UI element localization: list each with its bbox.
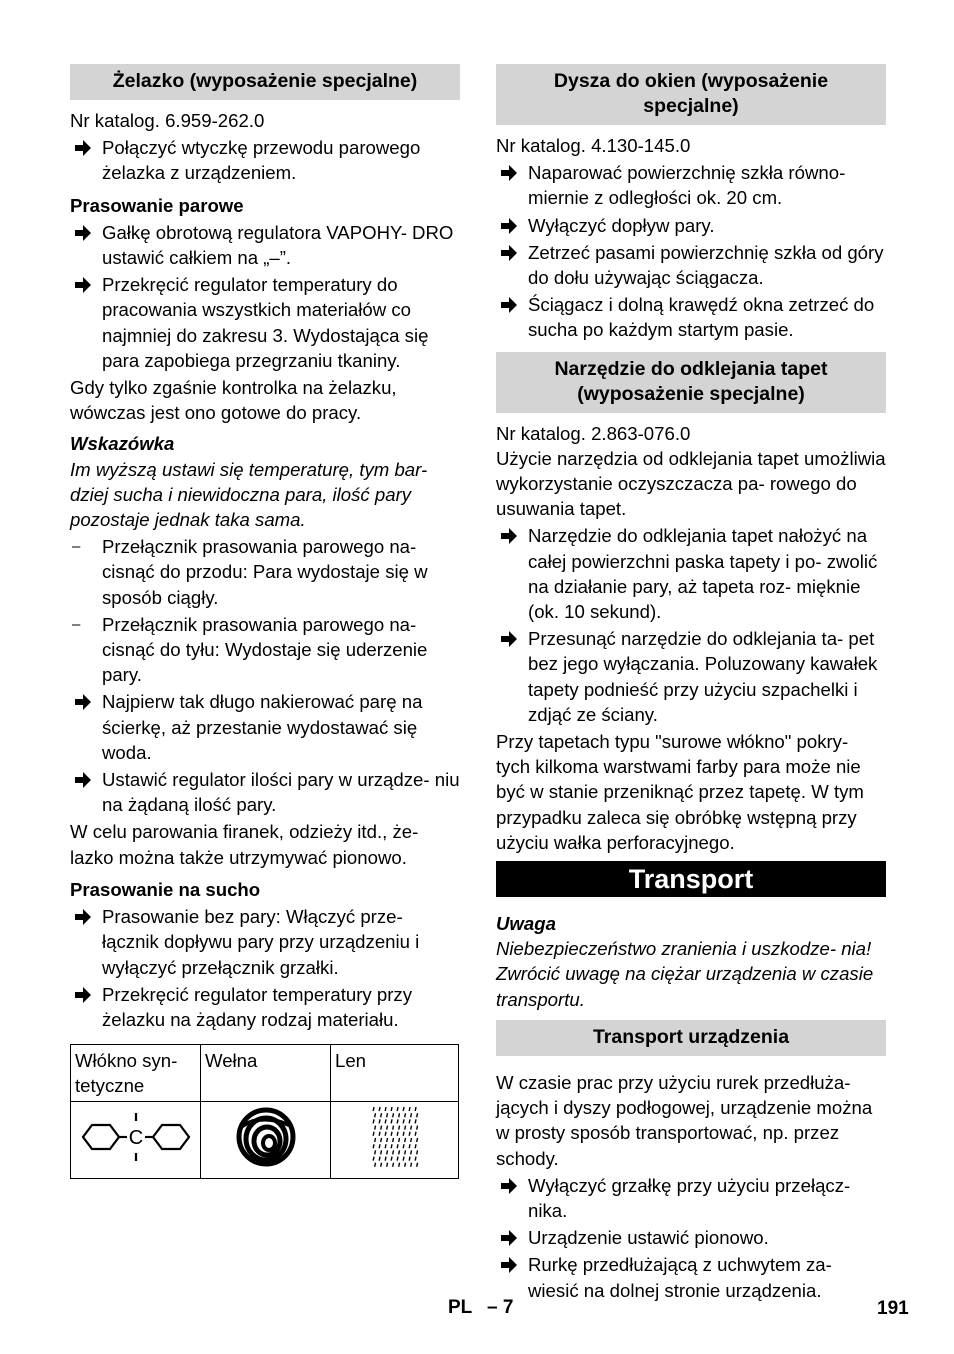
list-item: Wyłączyć grzałkę przy użyciu przełącz- nika. — [496, 1173, 886, 1223]
footer-language: PL — [448, 1297, 473, 1318]
iron-catalog: Nr katalog. 6.959-262.0 — [70, 110, 265, 131]
svg-text:C: C — [128, 1127, 143, 1150]
iron-heading: Żelazko (wyposażenie specjalne) — [70, 64, 460, 100]
molecule-icon — [77, 1107, 195, 1167]
arrow-right-icon — [73, 138, 93, 158]
list-item: Zetrzeć pasami powierzchnię szkła od góry do dołu używając ściągacza. — [496, 240, 886, 290]
list-item: Przesunąć narzędzie do odklejania ta- pet bez jego wyłączania. Poluzowany kawałek tapety podnieść przy użyciu szpachelki i zdjąć ze ściany. — [496, 626, 886, 727]
arrow-right-icon — [499, 629, 519, 649]
arrow-right-icon — [73, 907, 93, 927]
synthetic-symbol — [71, 1102, 201, 1179]
arrow-right-icon — [73, 223, 93, 243]
caution-text: Niebezpieczeństwo zranienia i uszkodze- nia! Zwrócić uwagę na ciężar urządzenia w czasie transportu. — [496, 938, 874, 1010]
ready-text: Gdy tylko zgaśnie kontrolka na żelazku, wówczas jest ono gotowe do pracy. — [70, 377, 397, 424]
list-item: Wyłączyć dopływ pary. — [496, 213, 886, 238]
fabric-linen: Len — [331, 1045, 459, 1102]
arrow-right-icon — [499, 526, 519, 546]
fabric-wool: Wełna — [201, 1045, 331, 1102]
transport-heading: Transport — [496, 861, 886, 897]
list-item: Rurkę przedłużającą z uchwytem za- wiesić na dolnej stronie urządzenia. — [496, 1252, 886, 1302]
steam-ironing-title: Prasowanie parowe — [70, 194, 244, 216]
wallpaper-intro: Użycie narzędzia od odklejania tapet umożliwia wykorzystanie oczyszczacza pa- rowego do usuwania tapet. — [496, 447, 886, 520]
right-column — [496, 64, 886, 1303]
wallpaper-note: Przy tapetach typu "surowe włókno" pokry- tych kilkoma warstwami farby para może nie być w stanie przeniknąć przez tapetę. W tym przypadku zaleca się obróbkę wstępną przy użyciu wałka perforacyjnego. — [496, 731, 864, 853]
footer-sub-page: – 7 — [487, 1297, 514, 1318]
list-item: Narzędzie do odklejania tapet nałożyć na całej powierzchni paska tapety i po- zwolić na działanie pary, aż tapeta roz- mięknie (ok. 10 sekund). — [496, 523, 886, 624]
list-item: – Przełącznik prasowania parowego na- cisnąć do przodu: Para wydostaje się w sposób ciągły. — [72, 536, 428, 608]
vertical-text: W celu parowania firanek, odzieży itd., że- lazko można także utrzymywać pionowo. — [70, 821, 419, 868]
list-item: – Przełącznik prasowania parowego na- cisnąć do tyłu: Wydostaje się uderzenie pary. — [72, 613, 428, 686]
arrow-right-icon — [499, 163, 519, 183]
arrow-right-icon — [499, 1228, 519, 1248]
list-item: Ściągacz i dolną krawędź okna zetrzeć do sucha po każdym startym pasie. — [496, 292, 886, 342]
hint-title: Wskazówka — [70, 433, 175, 455]
device-transport-text: W czasie prac przy użyciu rurek przedłuża- jących i dyszy podłogowej, urządzenie można w prosty sposób transportować, np. przez schody. — [496, 1071, 873, 1169]
list-item: Naparować powierzchnię szkła równo- miernie z odległości ok. 20 cm. — [496, 160, 886, 210]
hint-text: Im wyższą ustawi się temperaturę, tym bar- dziej sucha i niewidoczna para, ilość pary pozostaje jednak taka sama. — [70, 458, 428, 531]
dry-ironing-title: Prasowanie na sucho — [70, 878, 261, 900]
arrow-right-icon — [499, 216, 519, 236]
list-item: Ustawić regulator ilości pary w urządze- niu na żądaną ilość pary. — [70, 767, 460, 817]
list-item: Prasowanie bez pary: Włączyć prze- łącznik dopływu pary przy urządzeniu i wyłączyć przełącznik grzałki. — [70, 904, 460, 980]
device-transport-heading: Transport urządzenia — [496, 1020, 886, 1056]
list-item: Przekręcić regulator temperatury przy żelazku na żądany rodzaj materiału. — [70, 982, 460, 1032]
arrow-right-icon — [73, 985, 93, 1005]
arrow-right-icon — [73, 770, 93, 790]
wool-symbol — [201, 1102, 331, 1179]
list-item: Urządzenie ustawić pionowo. — [496, 1225, 886, 1250]
arrow-right-icon — [73, 275, 93, 295]
arrow-right-icon — [499, 1176, 519, 1196]
window-catalog: Nr katalog. 4.130-145.0 — [496, 135, 691, 156]
wool-ball-icon — [231, 1105, 301, 1169]
dash-bullet: – — [72, 615, 81, 633]
arrow-right-icon — [73, 692, 93, 712]
caution-title: Uwaga — [496, 913, 556, 935]
footer-page-number: 191 — [877, 1298, 909, 1319]
dash-bullet: – — [72, 538, 81, 556]
wallpaper-tool-heading: Narzędzie do odklejania tapet (wyposażenie specjalne) — [496, 352, 886, 413]
list-item: Połączyć wtyczkę przewodu parowego żelazka z urządzeniem. — [70, 135, 460, 185]
linen-fibre-icon — [370, 1104, 420, 1170]
list-item: Przekręcić regulator temperatury do pracowania wszystkich materiałów co najmniej do zakresu 3. Wydostająca się para zapobiega przegrzaniu tkaniny. — [70, 272, 460, 373]
arrow-right-icon — [499, 243, 519, 263]
left-column — [70, 64, 460, 1179]
fabric-table — [70, 1044, 459, 1179]
window-nozzle-heading: Dysza do okien (wyposażenie specjalne) — [496, 64, 886, 125]
arrow-right-icon — [499, 1255, 519, 1275]
arrow-right-icon — [499, 295, 519, 315]
linen-symbol — [331, 1102, 459, 1179]
wallpaper-catalog: Nr katalog. 2.863-076.0 — [496, 422, 691, 444]
list-item: Gałkę obrotową regulatora VAPOHY- DRO ustawić całkiem na „–”. — [70, 220, 460, 270]
list-item: Najpierw tak długo nakierować parę na ścierkę, aż przestanie wydostawać się woda. — [70, 689, 460, 765]
fabric-synthetic: Włókno syn- tetyczne — [71, 1045, 201, 1102]
